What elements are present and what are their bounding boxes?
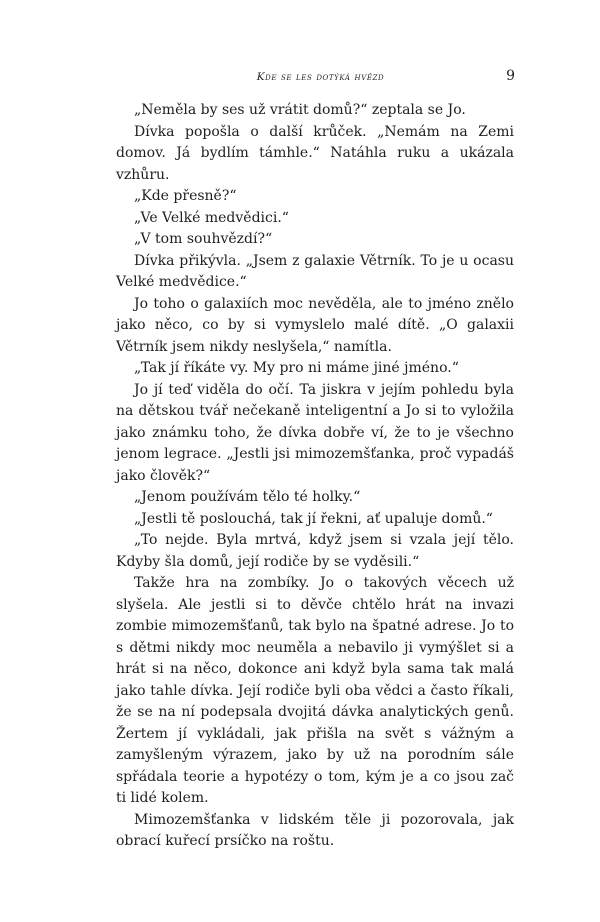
paragraph: Jo jí teď viděla do očí. Ta jiskra v jejím pohledu byla na dětskou tvář nečekaně inteligentní a Jo si to vyložila jako známku toho, že dívka dobře ví, že to je všechno jenom legrace. „Jestli jsi mimozemšťanka, proč vypadáš jako člověk?“ (116, 381, 514, 484)
paragraph: „Jestli tě poslouchá, tak jí řekni, ať upaluje domů.“ (134, 510, 493, 527)
paragraph: „V tom souhvězdí?“ (134, 231, 273, 247)
paragraph: „Ve Velké medvědici.“ (134, 209, 289, 226)
paragraph: „To nejde. Byla mrtvá, když jsem si vzala její tělo. Kdyby šla domů, její rodiče by se vyděsili.“ (116, 532, 514, 570)
paragraph: Dívka popošla o další krůček. „Nemám na Zemi domov. Já bydlím támhle.“ Natáhla ruku a ukázala vzhůru. (116, 123, 514, 183)
paragraph: „Kde přesně?“ (134, 188, 237, 204)
paragraph: Dívka přikývla. „Jsem z galaxie Větrník. To je u ocasu Velké medvědice.“ (116, 252, 514, 290)
paragraph: „Neměla by ses už vrátit domů?“ zeptala se Jo. (134, 102, 466, 118)
running-title: Kde se les dotýká hvězd (256, 71, 385, 83)
paragraph: Mimozemšťanka v lidském těle ji pozorovala, jak obrací kuřecí prsíčko na roštu. (116, 811, 514, 849)
body-text (116, 100, 514, 853)
paragraph: Jo toho o galaxiích moc nevěděla, ale to jméno znělo jako něco, co by si vymyslelo malé dítě. „O galaxii Větrník jsem nikdy neslyšela,“ namítla. (116, 295, 514, 355)
paragraph: „Tak jí říkáte vy. My pro ni máme jiné jméno.“ (134, 360, 459, 376)
paragraph: Takže hra na zombíky. Jo o takových věcech už slyšela. Ale jestli si to děvče chtělo hrát na invazi zombie mimozemšťanů, tak bylo na špatné adrese. Jo to s dětmi nikdy moc neuměla a nebavilo ji vymýšlet si a hrát si na něco, dokonce ani když byla sama tak malá jako tahle dívka. Její rodiče byli oba vědci a často říkali, že se na ní podepsala dvojitá dávka analytických genů. Žertem jí vykládali, jak přišla na svět s vážným a zamyšleným výrazem, jako by už na porodním sále spřádala teorie a hypotézy o tom, kým je a co jsou zač ti lidé kolem. (116, 575, 514, 806)
page-number: 9 (506, 68, 515, 84)
paragraph: „Jenom používám tělo té holky.“ (134, 489, 361, 505)
running-head (126, 68, 515, 88)
